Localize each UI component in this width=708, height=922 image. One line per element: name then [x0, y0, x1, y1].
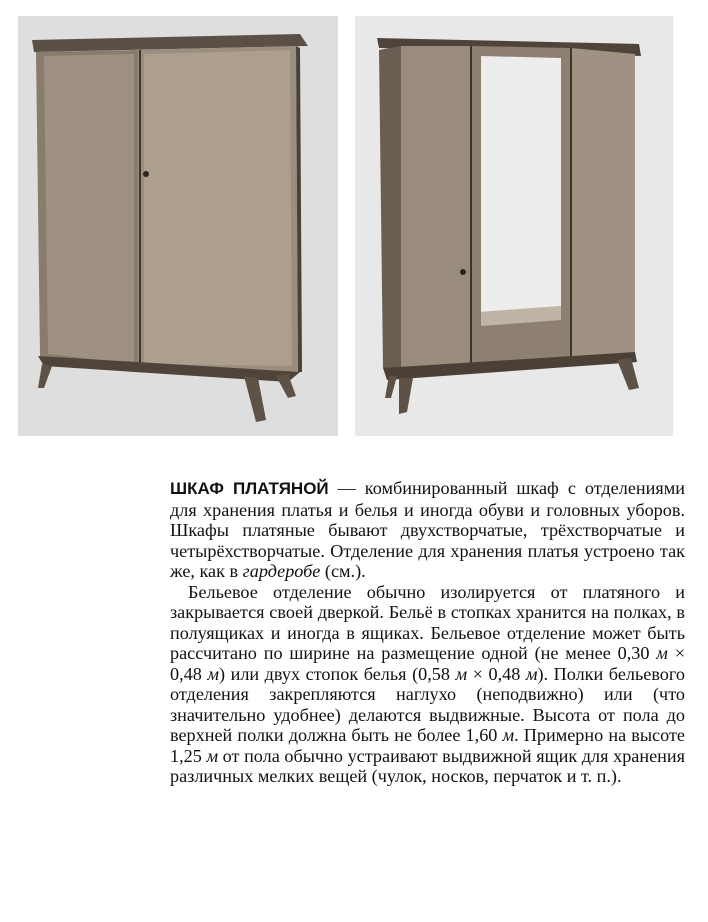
article-text: Бельевое отделение обычно изолируется от платяного и закрывается своей дверкой. Бельё в стопках хранится на полках, в полуящиках и иногда в ящиках. Бельевое отделение может быть рассчитано по ширине на размещение одной (не менее 0,30 — [170, 581, 685, 663]
article-paragraph-1 — [170, 478, 685, 582]
wardrobe-three-door-photo — [355, 16, 673, 436]
wardrobe-two-door-photo — [18, 16, 338, 436]
unit-metre: м — [502, 725, 515, 745]
article-text: ) или двух стопок белья (0,58 — [218, 663, 456, 684]
article-text: × 0,48 — [170, 643, 685, 684]
unit-metre: м — [656, 643, 668, 663]
article-paragraph-2 — [170, 582, 685, 787]
article-text: от пола обычно устраивают выдвижной ящик для хранения различных мелких вещей (чулок, носков, перчаток и т. п.). — [170, 745, 685, 786]
wardrobe-three-door-illustration — [355, 16, 673, 436]
article-text: (см.). — [320, 561, 366, 581]
unit-metre: м — [525, 663, 538, 684]
wardrobe-two-door-illustration — [18, 16, 338, 436]
unit-metre: м — [207, 663, 219, 684]
article-cross-reference: гардеробе — [242, 561, 321, 581]
article-text: — комбинированный шкаф с отделениями для хранения платья и белья и иногда обуви и головных уборов. Шкафы платяные бывают двухстворчатые, трёхстворчатые и четырёхстворчатые. Отделение для хранения платья устроено так же, как в — [170, 478, 685, 581]
article-text: × 0,48 — [467, 663, 526, 684]
article-body — [170, 478, 685, 787]
article-text: . Примерно на высоте 1,25 — [170, 725, 685, 766]
unit-metre: м — [206, 745, 219, 766]
unit-metre: м — [455, 663, 468, 684]
article-text: ). Полки бельевого отделения закрепляются наглухо (неподвижно) или (что значительно удобнее) делаются выдвижные. Высота от пола до верхней полки должна быть не более 1,60 — [170, 663, 685, 745]
article-term: ШКАФ ПЛАТЯНОЙ — [170, 479, 329, 498]
